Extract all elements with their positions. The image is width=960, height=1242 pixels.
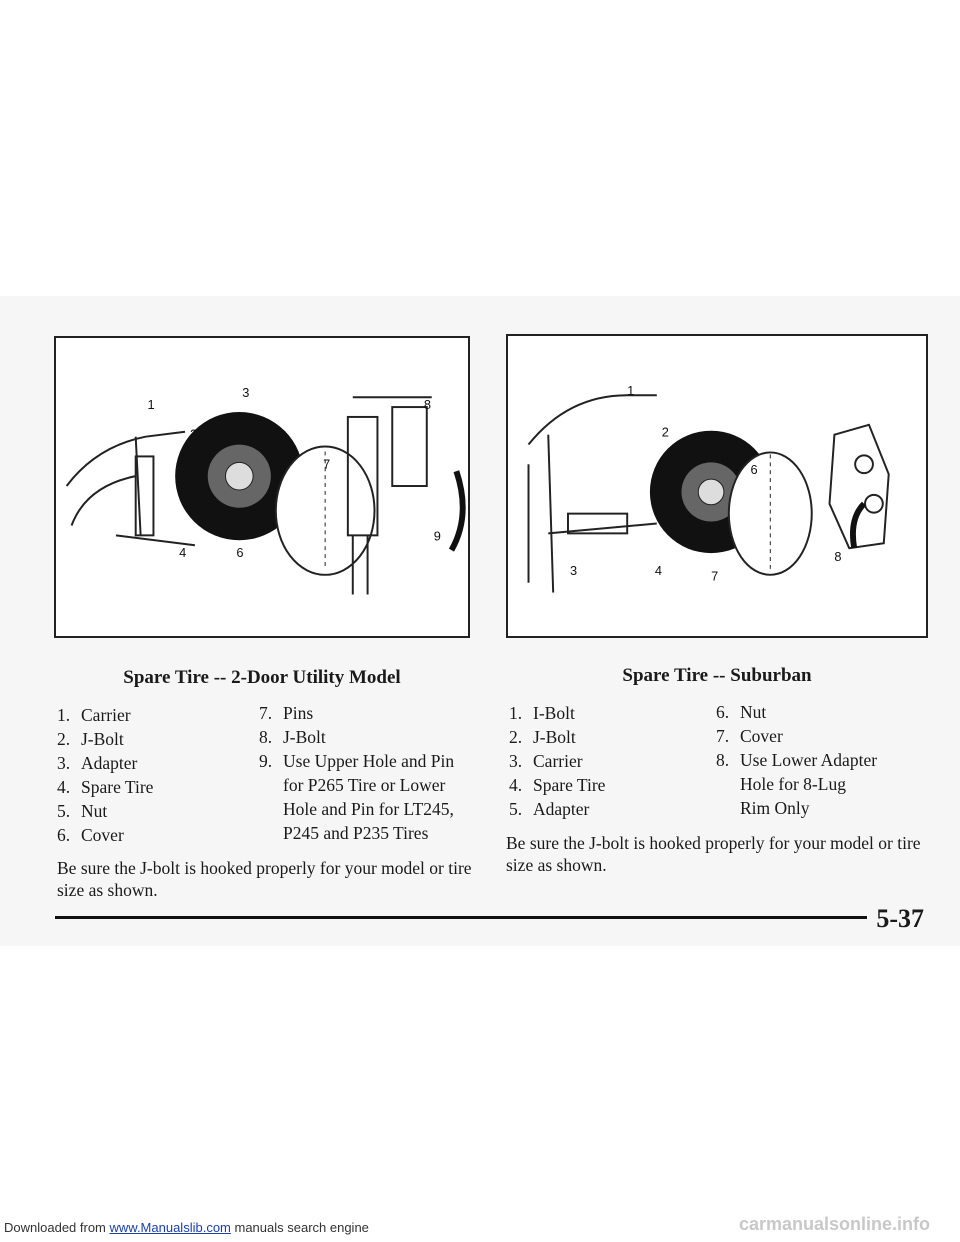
list-item: 7. Pins: [259, 703, 314, 723]
callout-5: 5: [720, 448, 729, 464]
list-item: 4. Spare Tire: [509, 775, 606, 795]
list-item: 8. Use Lower Adapter Hole for 8-Lug Rim Only: [716, 750, 878, 818]
list-item: 9. Use Upper Hole and Pin for P265 Tire or Lower Hole and Pin for LT245, P245 and P235 Tires: [259, 751, 455, 843]
callout-4: 4: [179, 545, 187, 561]
list-item: 8. J-Bolt: [259, 727, 326, 747]
list-item: 6. Nut: [716, 702, 767, 722]
utility-caption: Spare Tire -- 2-Door Utility Model: [123, 667, 401, 688]
list-item: 4. Spare Tire: [57, 777, 154, 797]
list-item: 3. Adapter: [57, 753, 138, 773]
callout-7: 7: [711, 568, 719, 584]
watermark: carmanualsonline.info: [738, 1214, 930, 1234]
footer-suffix: manuals search engine: [230, 1220, 369, 1235]
callout-8: 8: [423, 397, 431, 413]
callout-8: 8: [834, 549, 842, 564]
callout-1: 1: [627, 383, 635, 399]
suburban-caption: Spare Tire -- Suburban: [622, 665, 812, 686]
manualslib-link[interactable]: www.Manualslib.com: [109, 1220, 231, 1235]
list-item: 1. Carrier: [57, 705, 131, 725]
callout-3: 3: [569, 562, 578, 578]
utility-note: Be sure the J-bolt is hooked properly for your model or tire size as shown.: [57, 858, 472, 900]
suburban-parts-list-2: [716, 700, 916, 820]
utility-diagram: [56, 338, 468, 636]
callout-2: 2: [661, 424, 669, 440]
utility-parts-list-2: [259, 701, 474, 845]
suburban-parts-list-1: [509, 701, 605, 821]
callout-6: 6: [750, 462, 758, 478]
page-rule: [55, 916, 867, 919]
suburban-note: Be sure the J-bolt is hooked properly for your model or tire size as shown.: [506, 833, 921, 875]
callout-9: 9: [433, 528, 441, 544]
list-item: 5. Adapter: [509, 799, 590, 819]
footer-prefix: Downloaded from: [4, 1220, 110, 1235]
callout-4: 4: [654, 562, 662, 578]
callout-6: 6: [236, 545, 244, 561]
list-item: 2. J-Bolt: [57, 729, 124, 749]
utility-parts-list-1: [57, 703, 153, 847]
callout-3: 3: [242, 385, 250, 401]
callout-1: 1: [147, 397, 155, 413]
list-item: 6. Cover: [57, 825, 124, 845]
callout-2: 2: [189, 426, 198, 442]
list-item: 2. J-Bolt: [509, 727, 576, 747]
list-item: 1. I-Bolt: [509, 703, 575, 723]
download-footer: [4, 1220, 369, 1235]
callout-5: 5: [275, 456, 283, 472]
suburban-diagram: [508, 336, 926, 636]
list-item: 7. Cover: [716, 726, 783, 746]
callout-7: 7: [323, 456, 331, 472]
list-item: 3. Carrier: [509, 751, 583, 771]
spare-tire-suburban-illustration: [506, 334, 928, 638]
page-number: 5-37: [876, 904, 924, 933]
spare-tire-utility-illustration: [54, 336, 470, 638]
list-item: 5. Nut: [57, 801, 108, 821]
